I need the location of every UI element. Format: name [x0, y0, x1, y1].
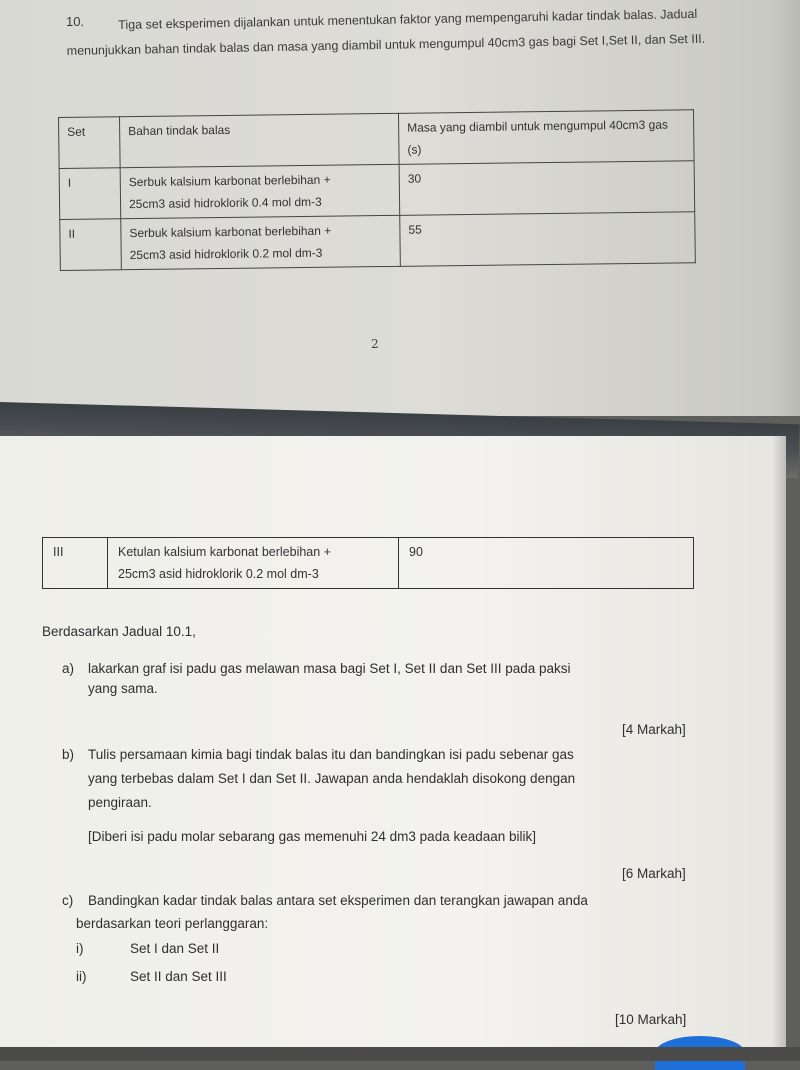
desk-edge — [0, 1047, 800, 1061]
cell-time: 55 — [400, 212, 696, 267]
question-b-text: yang terbebas dalam Set I dan Set II. Jawapan anda hendaklah disokong dengan — [88, 771, 576, 786]
table-header-row — [59, 110, 695, 169]
question-c-text: berdasarkan teori perlanggaran: — [76, 916, 269, 931]
marks-c: [10 Markah] — [615, 1012, 687, 1027]
question-c-i-label: i) — [76, 941, 84, 956]
cell-time: 30 — [399, 161, 695, 216]
question-b-note: [Diberi isi padu molar sebarang gas memenuhi 24 dm3 pada keadaan bilik] — [88, 829, 537, 844]
question-b-text: Tulis persamaan kimia bagi tindak balas itu dan bandingkan isi padu sebenar gas — [88, 747, 574, 762]
cell-reactant — [120, 164, 400, 218]
marks-a: [4 Markah] — [622, 722, 686, 737]
question-c-text: Bandingkan kadar tindak balas antara set eksperimen dan terangkan jawapan anda — [88, 893, 588, 908]
cell-set: II — [60, 219, 122, 271]
page-shadow — [772, 436, 786, 1061]
page-shadow — [772, 0, 800, 416]
page-number: 2 — [371, 337, 379, 351]
question-c-label: c) — [62, 893, 74, 908]
question-b-text: pengiraan. — [88, 795, 152, 810]
question-c-i-text: Set I dan Set II — [130, 941, 220, 956]
question-number: 10. — [66, 14, 85, 29]
table-row — [60, 212, 696, 271]
question-a-text: yang sama. — [88, 681, 158, 696]
marks-b: [6 Markah] — [622, 866, 686, 881]
reactant-line: Ketulan kalsium karbonat berlebihan + — [118, 545, 331, 559]
cell-reactant — [121, 215, 401, 269]
question-c-ii-label: ii) — [76, 969, 87, 984]
experiment-table — [58, 109, 696, 271]
lead-text: Berdasarkan Jadual 10.1, — [42, 624, 196, 639]
header-time: Masa yang diambil untuk mengumpul 40cm3 gas (s) — [398, 110, 694, 165]
table-row — [43, 538, 694, 589]
question-b-label: b) — [62, 747, 75, 762]
cell-set: I — [59, 168, 121, 220]
question-c-ii-text: Set II dan Set III — [130, 969, 227, 984]
header-set: Set — [59, 117, 121, 169]
table-row — [59, 161, 695, 220]
reactant-line: 25cm3 asid hidroklorik 0.4 mol dm-3 — [128, 194, 322, 212]
cell-time: 90 — [399, 538, 694, 589]
top-page — [0, 0, 800, 416]
reactant-line: Serbuk kalsium karbonat berlebihan + — [128, 172, 331, 190]
reactant-line: Serbuk kalsium karbonat berlebihan + — [129, 223, 332, 241]
question-a-text: lakarkan graf isi padu gas melawan masa bagi Set I, Set II dan Set III pada paksi — [88, 661, 571, 676]
bottom-page — [0, 436, 786, 1061]
experiment-table-continued — [42, 537, 694, 589]
question-intro: Tiga set eksperimen dijalankan untuk menentukan faktor yang mempengaruhi kadar tindak balas. Jadual menunjukkan bahan tindak balas dan masa yang diambil untuk mengumpul 40cm3 gas bagi Set I,Set II, dan Set III. — [66, 6, 706, 58]
reactant-line: 25cm3 asid hidroklorik 0.2 mol dm-3 — [118, 567, 319, 581]
cell-reactant — [108, 538, 399, 589]
reactant-line: 25cm3 asid hidroklorik 0.2 mol dm-3 — [129, 245, 323, 263]
cell-set: III — [43, 538, 108, 589]
question-a-label: a) — [62, 661, 75, 676]
header-reactant: Bahan tindak balas — [120, 113, 400, 167]
